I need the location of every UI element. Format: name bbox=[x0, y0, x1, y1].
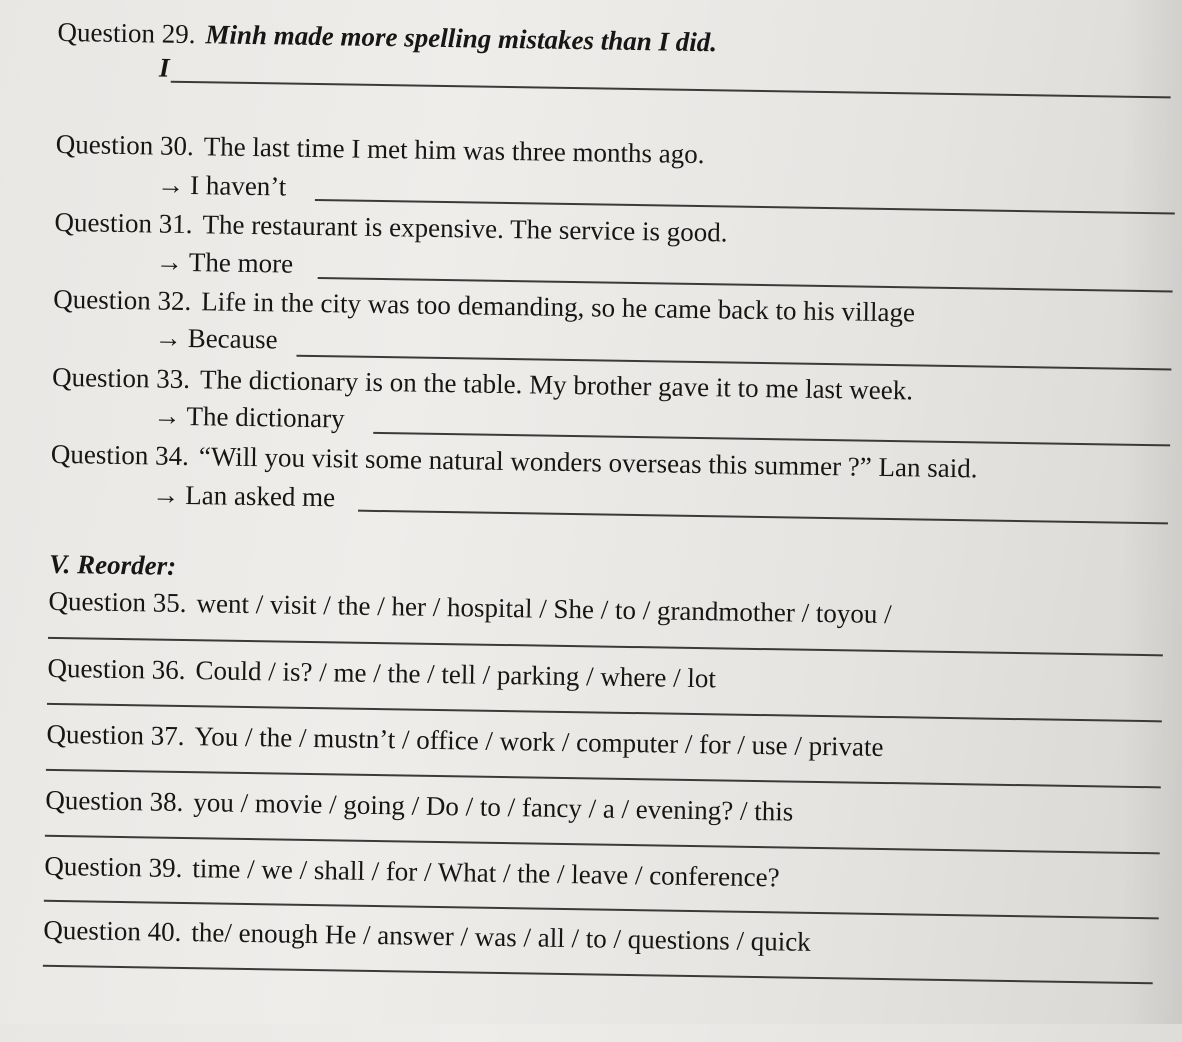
answer-prompt-32 bbox=[154, 322, 277, 355]
question-32 bbox=[53, 284, 915, 329]
question-text: The dictionary is on the table. My brother gave it to me last week. bbox=[199, 364, 914, 406]
question-35 bbox=[48, 586, 892, 630]
answer-line-35[interactable] bbox=[48, 637, 1163, 656]
question-text: The last time I met him was three months ago. bbox=[203, 131, 705, 170]
answer-prompt-text: Lan asked me bbox=[185, 479, 336, 513]
answer-prompt-29: I bbox=[158, 52, 170, 83]
question-31 bbox=[54, 207, 727, 249]
question-29 bbox=[57, 17, 717, 58]
answer-prompt-34 bbox=[152, 479, 335, 513]
answer-line-37[interactable] bbox=[46, 769, 1161, 788]
question-number: Question 36. bbox=[47, 652, 186, 685]
answer-prompt-text: I haven’t bbox=[189, 170, 287, 202]
answer-prompt-text: The dictionary bbox=[186, 400, 345, 434]
section-heading-reorder: V. Reorder: bbox=[48, 548, 177, 581]
question-number: Question 33. bbox=[51, 361, 191, 395]
question-text: the/ enough He / answer / was / all / to / questions / quick bbox=[191, 917, 811, 957]
answer-line-36[interactable] bbox=[47, 703, 1162, 722]
answer-prompt-33 bbox=[153, 400, 345, 434]
arrow-icon: → bbox=[155, 246, 184, 277]
question-text: went / visit / the / her / hospital / She / to / grandmother / toyou / bbox=[196, 588, 892, 630]
page-edge-shadow bbox=[1122, 0, 1182, 1024]
arrow-icon: → bbox=[153, 400, 181, 431]
answer-line-40[interactable] bbox=[43, 965, 1153, 984]
question-36 bbox=[47, 653, 716, 694]
question-text: You / the / mustn’t / office / work / computer / for / use / private bbox=[194, 721, 884, 762]
question-number: Question 39. bbox=[44, 850, 183, 883]
question-34 bbox=[51, 439, 978, 485]
question-37 bbox=[46, 719, 884, 763]
question-text: The restaurant is expensive. The service is good. bbox=[202, 209, 728, 248]
question-number: Question 37. bbox=[46, 718, 185, 751]
arrow-icon: → bbox=[152, 479, 180, 510]
question-text: Life in the city was too demanding, so he came back to his village bbox=[201, 286, 916, 328]
question-number: Question 29. bbox=[57, 16, 196, 50]
answer-line-34[interactable] bbox=[358, 510, 1168, 524]
question-33 bbox=[52, 362, 913, 407]
question-38 bbox=[45, 785, 793, 828]
arrow-icon: → bbox=[154, 322, 182, 353]
question-30 bbox=[55, 129, 704, 170]
question-text: Could / is? / me / the / tell / parking / where / lot bbox=[195, 655, 717, 694]
question-number: Question 38. bbox=[45, 784, 184, 817]
question-number: Question 40. bbox=[43, 914, 182, 947]
question-number: Question 31. bbox=[54, 206, 193, 240]
answer-line-30[interactable] bbox=[315, 199, 1175, 214]
question-text: time / we / shall / for / What / the / leave / conference? bbox=[192, 853, 780, 893]
question-text: Minh made more spelling mistakes than I did. bbox=[205, 19, 718, 58]
question-40 bbox=[43, 915, 811, 958]
answer-line-39[interactable] bbox=[44, 900, 1159, 919]
arrow-icon: → bbox=[156, 169, 185, 200]
question-number: Question 35. bbox=[48, 585, 187, 619]
question-number: Question 30. bbox=[55, 128, 194, 162]
answer-line-29[interactable] bbox=[171, 81, 1171, 98]
question-text: “Will you visit some natural wonders overseas this summer ?” Lan said. bbox=[198, 441, 978, 484]
answer-line-38[interactable] bbox=[45, 835, 1160, 854]
answer-prompt-text: Because bbox=[187, 322, 278, 355]
answer-prompt-31 bbox=[156, 246, 294, 279]
question-text: you / movie / going / Do / to / fancy / a / evening? / this bbox=[193, 787, 794, 827]
question-39 bbox=[44, 851, 780, 894]
question-number: Question 34. bbox=[50, 438, 190, 472]
question-number: Question 32. bbox=[53, 283, 192, 317]
answer-line-33[interactable] bbox=[373, 432, 1170, 446]
answer-prompt-30 bbox=[157, 169, 287, 202]
answer-prompt-text: The more bbox=[188, 247, 294, 279]
